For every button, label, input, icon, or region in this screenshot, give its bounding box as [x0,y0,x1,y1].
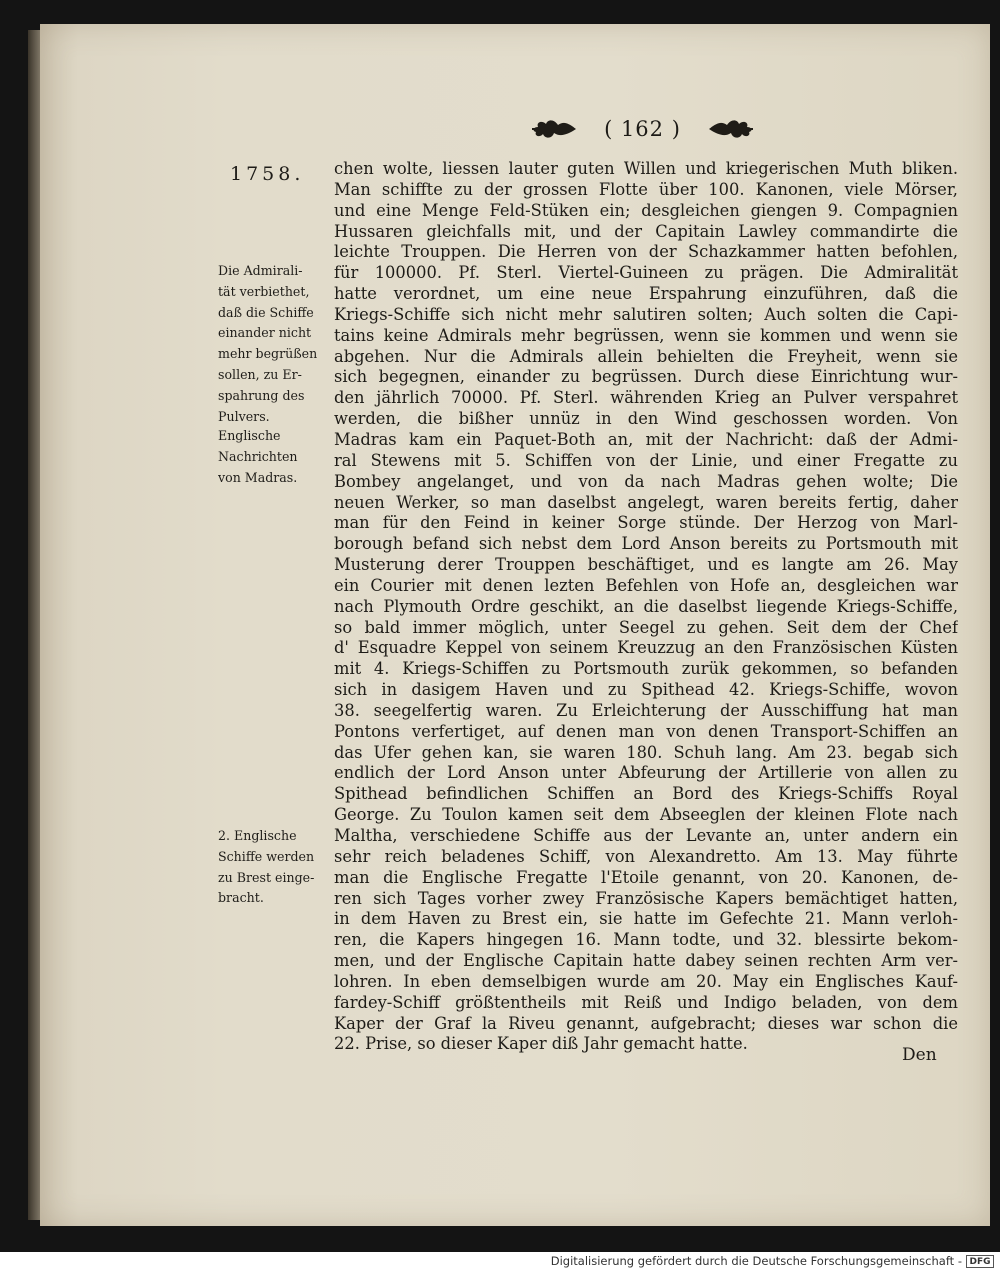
text-line: in dem Haven zu Brest ein, sie hatte im Gefechte 21. Mann verloh- [334,909,958,929]
margin-note-line: daß die Schiffe [218,304,314,320]
text-line: ein Courier mit denen lezten Befehlen von Hofe an, desgleichen war [334,575,958,595]
text-line: George. Zu Toulon kamen seit dem Abseeglen der kleinen Flote nach [334,805,958,825]
text-line: Maltha, verschiedene Schiffe aus der Levante an, unter andern ein [334,826,958,845]
text-line: ral Stewens mit 5. Schiffen von der Linie, und einer Fregatte zu [334,450,958,470]
text-line: man für den Feind in keiner Sorge stünde. Der Herzog von Marl- [334,513,958,533]
text-line: sich begegnen, einander zu begrüssen. Durch diese Einrichtung wur- [334,367,958,387]
body-text [334,159,958,1055]
text-line: den jährlich 70000. Pf. Sterl. währenden Krieg an Pulver verspahret [334,388,958,408]
text-line: endlich der Lord Anson unter Abfeurung der Artillerie von allen zu [334,763,958,783]
margin-note-line: tät verbiethet, [218,283,310,299]
margin-note-line: zu Brest einge- [218,869,315,885]
text-line: ren sich Tages vorher zwey Französische Kapers bemächtiget hatten, [334,888,958,908]
text-line: 22. Prise, so dieser Kaper diß Jahr gemacht hatte. [334,1034,748,1054]
text-line: tains keine Admirals mehr begrüssen, wenn sie kommen und wenn sie [334,325,958,345]
text-line: neuen Werker, so man daselbst angelegt, waren bereits fertig, daher [334,492,958,512]
text-line: 38. seegelfertig waren. Zu Erleichterung der Ausschiffung hat man [334,700,958,720]
text-line: Bombey angelanget, und von da nach Madras gehen wolte; Die [334,471,958,491]
text-line: nach Plymouth Ordre geschikt, an die daselbst liegende Kriegs-Schiffe, [334,596,958,616]
text-line: für 100000. Pf. Sterl. Viertel-Guineen zu prägen. Die Admiralität [334,263,958,283]
right-ornament-icon [707,117,755,141]
text-line: Spithead befindlichen Schiffen an Bord des Kriegs-Schiffs Royal [334,784,958,804]
margin-note-line: 2. Englische [218,828,297,843]
text-line: leichte Trouppen. Die Herren von der Schazkammer hatten befohlen, [334,242,958,262]
page-header [530,112,755,146]
text-line: sich in dasigem Haven und zu Spithead 42. Kriegs-Schiffe, wovon [334,680,958,700]
text-line: so bald immer möglich, unter Seegel zu gehen. Seit dem der Chef [334,617,958,637]
left-ornament-icon [530,117,578,141]
text-line: Kriegs-Schiffe sich nicht mehr salutiren solten; Auch solten die Capi- [334,304,958,324]
text-line: hatte verordnet, um eine neue Erspahrung einzuführen, daß die [334,284,958,304]
margin-note-line: spahrung des [218,387,305,403]
text-line: borough befand sich nebst dem Lord Anson bereits zu Portsmouth mit [334,534,958,554]
text-line: chen wolte, liessen lauter guten Willen und kriegerischen Muth bliken. [334,159,958,178]
margin-note-line: von Madras. [218,469,298,485]
text-line: lohren. In eben demselbigen wurde am 20. May ein Englisches Kauf- [334,971,958,991]
text-line: Man schiffte zu der grossen Flotte über 100. Kanonen, viele Mörser, [334,179,958,199]
funding-credit: Digitalisierung gefördert durch die Deutsche Forschungsgemeinschaft - [550,1254,962,1268]
page-number: ( 162 ) [604,117,681,141]
text-line: mit 4. Kriegs-Schiffen zu Portsmouth zurük gekommen, so befanden [334,659,958,679]
text-line: werden, die bißher unnüz in den Wind geschossen worden. Von [334,409,958,429]
margin-note-line: Schiffe werden [218,848,315,864]
margin-note-line: mehr begrüßen [218,346,318,362]
year-marginal: 1758. [230,163,305,185]
text-line: sehr reich beladenes Schiff, von Alexandretto. Am 13. May führte [334,846,958,866]
margin-note-line: Die Admirali- [218,263,303,278]
text-line: Madras kam ein Paquet-Both an, mit der Nachricht: daß der Admi- [334,429,958,449]
text-line: Pontons verfertiget, auf denen man von denen Transport-Schiffen an [334,721,958,741]
footer-bar [0,1252,1000,1271]
text-line: d' Esquadre Keppel von seinem Kreuzzug an den Französischen Küsten [334,638,958,658]
margin-note-line: sollen, zu Er- [218,366,302,382]
text-line: Musterung derer Trouppen beschäftiget, und es langte am 26. May [334,555,958,575]
margin-note-line: Nachrichten [218,448,298,464]
text-line: Kaper der Graf la Riveu genannt, aufgebracht; dieses war schon die [334,1013,958,1033]
margin-note-madras [218,426,330,488]
text-line: ren, die Kapers hingegen 16. Mann todte, und 32. blessirte bekom- [334,930,958,950]
text-line: abgehen. Nur die Admirals allein behielten die Freyheit, wenn sie [334,346,958,366]
margin-note-line: bracht. [218,890,264,906]
text-line: Hussaren gleichfalls mit, und der Capitain Lawley commandirte die [334,221,958,241]
text-line: fardey-Schiff größtentheils mit Reiß und Indigo beladen, von dem [334,992,958,1012]
text-line: men, und der Englische Capitain hatte dabey seinen rechten Arm ver- [334,951,958,971]
margin-note-line: Englische [218,428,281,443]
catchword: Den [902,1045,937,1065]
margin-note-brest [218,826,330,909]
margin-note-line: Pulvers. [218,408,270,424]
text-line: man die Englische Fregatte l'Etoile genannt, von 20. Kanonen, de- [334,867,958,887]
dfg-logo: DFG [966,1255,994,1268]
margin-note-admiralty [218,261,330,427]
text-line: das Ufer gehen kan, sie waren 180. Schuh lang. Am 23. begab sich [334,742,958,762]
margin-note-line: einander nicht [218,325,312,341]
text-line: und eine Menge Feld-Stüken ein; desgleichen giengen 9. Compagnien [334,200,958,220]
